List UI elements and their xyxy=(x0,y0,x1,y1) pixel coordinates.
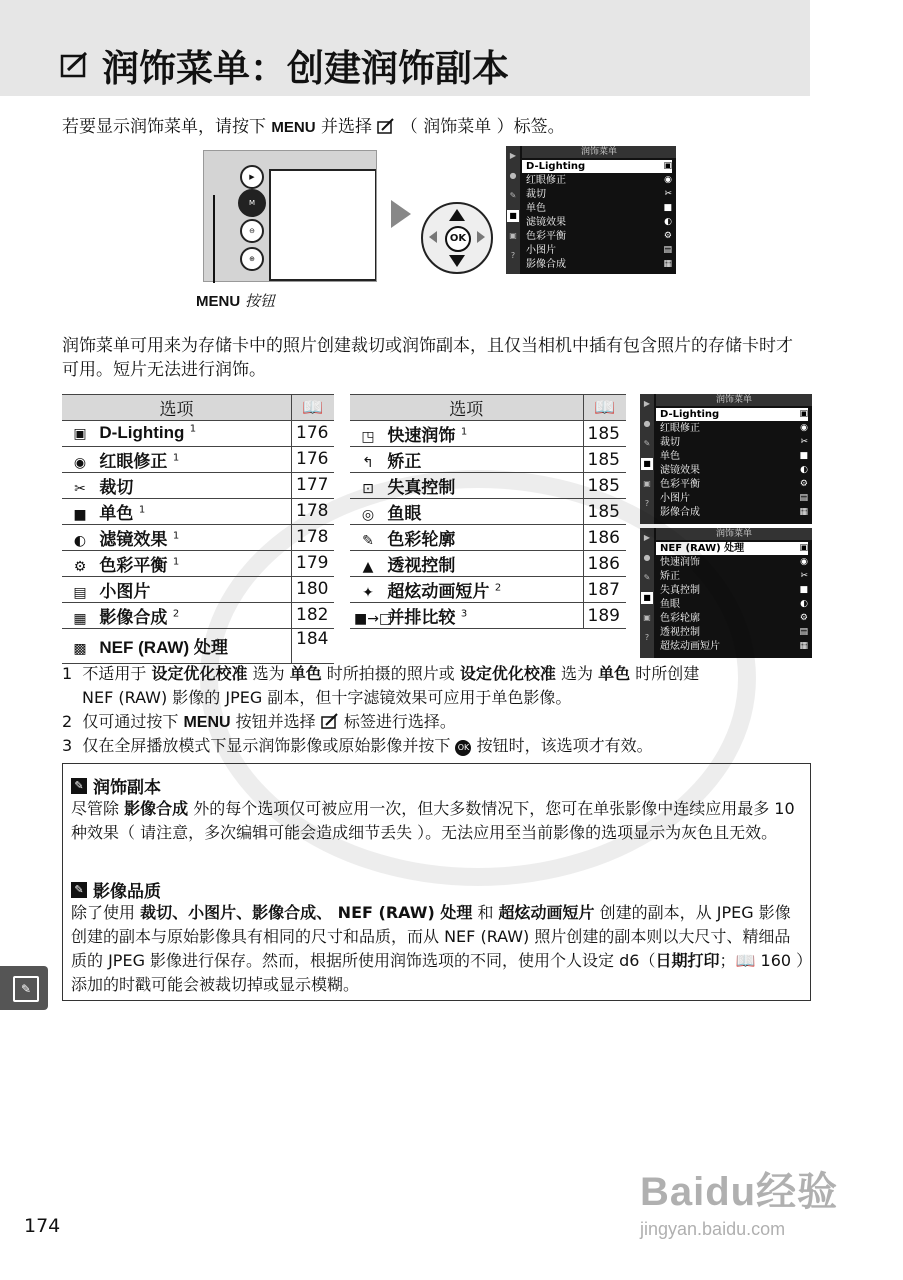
menu-tab-icon: ▣ xyxy=(643,613,651,622)
table-row xyxy=(62,524,334,550)
option-name: ✎ 色彩轮廓 xyxy=(350,525,583,551)
lcd-menu-item: D-Lighting ▣ xyxy=(656,408,808,421)
pencil-note-icon: ✎ xyxy=(71,882,87,898)
page-ref: 189 xyxy=(583,603,626,629)
lcd-menu-item: 滤镜效果 ◐ xyxy=(526,217,672,228)
option-icon: ◳ xyxy=(361,429,375,445)
lcd-item-icon: ◉ xyxy=(664,175,672,185)
note-paragraph-copies: 尽管除 影像合成 外的每个选项仅可被应用一次，但大多数情况下，您可在单张影像中连续应用最多 10 种效果（ 请注意，多次编辑可能会造成细节丢失 ）。无法应用至当前影像的选项显示为灰色且无效。 xyxy=(71,799,795,842)
retouch-icon xyxy=(377,118,395,134)
lcd-item-icon: ▦ xyxy=(663,259,672,269)
description-paragraph: 润饰菜单可用来为存储卡中的照片创建裁切或润饰副本，且仅当相机中插有包含照片的存储卡时才可用。短片无法进行润饰。 xyxy=(62,336,793,380)
table-row xyxy=(62,550,334,576)
option-icon: ■ xyxy=(73,506,87,523)
option-name: ▣ D-Lighting $^1$ xyxy=(62,421,292,447)
lcd-menu-item: 单色 ■ xyxy=(660,451,808,462)
retouch-menu-screen-page2 xyxy=(640,528,812,658)
option-icon: ■→□ xyxy=(354,611,393,627)
menu-button-label: MENU xyxy=(271,119,316,136)
lcd-menu-item: 鱼眼 ◐ xyxy=(660,599,808,610)
menu-tab-icon: ■ xyxy=(507,210,519,222)
lcd-menu-item: 滤镜效果 ◐ xyxy=(660,465,808,476)
intro-text: 若要显示润饰菜单，请按下 MENU 并选择 （ 润饰菜单 ）标签。 xyxy=(62,117,565,137)
table-row xyxy=(62,628,334,663)
option-icon: ▲ xyxy=(362,559,374,575)
lcd-item-icon: ✂ xyxy=(800,437,808,447)
option-name: ◎ 鱼眼 xyxy=(350,499,583,525)
option-name: ↰ 矫正 xyxy=(350,447,583,473)
zoom-out-button-icon: ⊖ xyxy=(240,219,264,243)
menu-tab-icon: ● xyxy=(643,419,651,428)
lcd-item-icon: ◉ xyxy=(800,423,808,433)
lcd-item-icon: ◐ xyxy=(800,465,808,475)
lcd-item-icon: ▤ xyxy=(799,627,808,637)
lcd-item-icon: ⚙ xyxy=(663,231,672,241)
option-name: ✂ 裁切 xyxy=(62,472,292,498)
lcd-menu-item: 裁切 ✂ xyxy=(660,437,808,448)
lcd-item-icon: ▦ xyxy=(799,507,808,517)
lcd-menu-item: 色彩平衡 ⚙ xyxy=(526,231,672,242)
option-name: ✦ 超炫动画短片 $^2$ xyxy=(350,577,583,603)
option-name: ◐ 滤镜效果 $^1$ xyxy=(62,524,292,550)
ok-button-icon: OK xyxy=(445,226,471,252)
option-icon: ▤ xyxy=(73,584,87,601)
lcd-menu-item: 小图片 ▤ xyxy=(660,493,808,504)
page-ref-header-icon: 📖 xyxy=(583,395,626,421)
option-name: ▦ 影像合成 $^2$ xyxy=(62,602,292,628)
lcd-item-icon: ◐ xyxy=(800,599,808,609)
camera-monitor xyxy=(269,169,377,281)
options-table-right xyxy=(350,394,626,629)
menu-tab-icon: ✎ xyxy=(643,573,651,582)
right-arrow-icon xyxy=(477,231,485,243)
zoom-in-button-icon: ⊕ xyxy=(240,247,264,271)
lcd-header: 润饰菜单 xyxy=(522,146,676,158)
menu-tab-icon: ▣ xyxy=(643,479,651,488)
menu-tab-icon: ■ xyxy=(641,592,653,604)
option-icon: ⊡ xyxy=(362,481,374,497)
lcd-menu-item: 影像合成 ▦ xyxy=(526,259,672,270)
footnote-3: 3 仅在全屏播放模式下显示润饰影像或原始影像并按下 OK 按钮时，该选项才有效。 xyxy=(62,736,653,755)
lcd-item-icon: ▤ xyxy=(663,245,672,255)
option-name: ⚙ 色彩平衡 $^1$ xyxy=(62,550,292,576)
option-header: 选项 xyxy=(62,395,292,421)
page-ref-header-icon: 📖 xyxy=(292,395,334,421)
lcd-item-icon: ⚙ xyxy=(799,479,808,489)
lcd-menu-item: 红眼修正 ◉ xyxy=(660,423,808,434)
table-row xyxy=(350,499,626,525)
lcd-item-icon: ◐ xyxy=(664,217,672,227)
menu-button-caption: MENU 按钮 xyxy=(196,292,275,310)
lcd-item-icon: ■ xyxy=(799,585,808,595)
option-name: ▤ 小图片 xyxy=(62,576,292,602)
options-table-left xyxy=(62,394,334,664)
page-ref: 178 xyxy=(292,498,334,524)
option-icon: ▩ xyxy=(73,641,87,657)
page-ref: 185 xyxy=(583,421,626,447)
left-arrow-icon xyxy=(429,231,437,243)
note-heading-quality: ✎ 影像品质 xyxy=(71,877,161,902)
baidu-watermark: Baidu经验 jingyan.baidu.com xyxy=(640,1170,839,1239)
callout-line xyxy=(213,195,215,283)
down-arrow-icon xyxy=(449,255,465,267)
camera-illustration xyxy=(203,150,377,282)
menu-tab-icon: ✎ xyxy=(643,439,651,448)
footnote-1: 1 不适用于 设定优化校准 选为 单色 时所拍摄的照片或 设定优化校准 选为 单色 时所创建 xyxy=(62,664,700,683)
table-row xyxy=(62,576,334,602)
option-icon: ✦ xyxy=(362,585,374,601)
table-row xyxy=(62,602,334,628)
lcd-item-icon: ◉ xyxy=(800,557,808,567)
page-ref: 186 xyxy=(583,551,626,577)
retouch-icon xyxy=(60,50,90,80)
page-ref: 180 xyxy=(292,576,334,602)
lcd-menu-item: 红眼修正 ◉ xyxy=(526,175,672,186)
option-icon: ✂ xyxy=(74,480,86,497)
table-row xyxy=(350,551,626,577)
lcd-item-icon: ■ xyxy=(799,451,808,461)
section-tab xyxy=(0,966,48,1010)
option-icon: ◐ xyxy=(73,532,87,549)
menu-tab-icon: ▶ xyxy=(643,399,651,408)
lcd-menu-item: 小图片 ▤ xyxy=(526,245,672,256)
menu-tab-icon: ✎ xyxy=(509,191,517,200)
menu-tab-icon: ? xyxy=(644,633,650,642)
right-arrow-icon xyxy=(391,200,411,228)
option-name: ◳ 快速润饰 $^1$ xyxy=(350,421,583,447)
menu-tab-icon: ▣ xyxy=(509,231,517,240)
page-ref: 184 xyxy=(292,628,334,663)
menu-button-icon: M xyxy=(238,189,266,217)
page-ref: 182 xyxy=(292,602,334,628)
lcd-item-icon: ▣ xyxy=(663,161,672,171)
option-icon: ◉ xyxy=(73,454,87,471)
page-ref: 185 xyxy=(583,499,626,525)
footnote-2: 2 仅可通过按下 MENU 按钮并选择 标签进行选择。 xyxy=(62,712,456,731)
lcd-menu-item: 影像合成 ▦ xyxy=(660,507,808,518)
lcd-item-icon: ■ xyxy=(663,203,672,213)
page-ref: 187 xyxy=(583,577,626,603)
up-arrow-icon xyxy=(449,209,465,221)
table-row xyxy=(350,603,626,629)
menu-tab-icon: ■ xyxy=(641,458,653,470)
lcd-menu-item: NEF (RAW) 处理 ▣ xyxy=(656,542,808,555)
lcd-header: 润饰菜单 xyxy=(656,394,812,406)
page-number: 174 xyxy=(24,1215,61,1237)
option-header: 选项 xyxy=(350,395,583,421)
table-row xyxy=(62,472,334,498)
lcd-menu-item: 快速润饰 ◉ xyxy=(660,557,808,568)
ok-button-icon: OK xyxy=(455,740,471,756)
table-row xyxy=(350,525,626,551)
multi-selector-dial xyxy=(421,202,493,274)
menu-tab-icon: ? xyxy=(510,251,516,260)
option-name: ■→□ 并排比较 $^3$ xyxy=(350,603,583,629)
option-icon: ↰ xyxy=(362,455,374,471)
pencil-note-icon: ✎ xyxy=(71,778,87,794)
table-row xyxy=(62,421,334,447)
lcd-item-icon: ▤ xyxy=(799,493,808,503)
lcd-menu-item: 色彩平衡 ⚙ xyxy=(660,479,808,490)
note-paragraph-quality: 除了使用 裁切、小图片、影像合成、 NEF (RAW) 处理 和 超炫动画短片 创建的副本，从 JPEG 影像创建的副本与原始影像具有相同的尺寸和品质，而从 NEF (RAW) 照片创建的副本则以大尺寸、精细品质的 JPEG 影像进行保存。然而，根据所使用润饰选项的不同，使用个人设定 d6（日期打印；📖 160 ）添加的时戳可能会被裁切掉或显示模糊。 xyxy=(71,903,805,994)
page-title: 润饰菜单：创建润饰副本 xyxy=(60,38,509,92)
option-icon: ⚙ xyxy=(73,558,87,575)
notes-box xyxy=(62,763,811,1001)
lcd-menu-item: 失真控制 ■ xyxy=(660,585,808,596)
option-icon: ▦ xyxy=(73,610,87,627)
table-row xyxy=(350,473,626,499)
page-ref: 176 xyxy=(292,421,334,447)
footnote-1-line2: NEF (RAW) 影像的 JPEG 副本，但十字滤镜效果可应用于单色影像。 xyxy=(82,688,572,707)
page-ref: 176 xyxy=(292,446,334,472)
option-name: ⊡ 失真控制 xyxy=(350,473,583,499)
lcd-item-icon: ⚙ xyxy=(799,613,808,623)
retouch-menu-screen-page1 xyxy=(640,394,812,524)
lcd-item-icon: ▦ xyxy=(799,641,808,651)
lcd-menu-item: 透视控制 ▤ xyxy=(660,627,808,638)
lcd-menu-item: D-Lighting ▣ xyxy=(522,160,672,173)
option-name: ▩ NEF (RAW) 处理 xyxy=(62,628,292,663)
option-name: ◉ 红眼修正 $^1$ xyxy=(62,446,292,472)
lcd-menu-item: 裁切 ✂ xyxy=(526,189,672,200)
page-ref: 179 xyxy=(292,550,334,576)
page-ref: 178 xyxy=(292,524,334,550)
option-name: ■ 单色 $^1$ xyxy=(62,498,292,524)
retouch-menu-screen xyxy=(506,146,676,274)
lcd-item-icon: ▣ xyxy=(799,543,808,553)
menu-tab-icon: ● xyxy=(643,553,651,562)
page-ref: 185 xyxy=(583,473,626,499)
table-row xyxy=(350,421,626,447)
lcd-menu-item: 单色 ■ xyxy=(526,203,672,214)
page-ref: 185 xyxy=(583,447,626,473)
lcd-item-icon: ▣ xyxy=(799,409,808,419)
playback-button-icon: ▶ xyxy=(240,165,264,189)
option-icon: ✎ xyxy=(362,533,374,549)
lcd-menu-item: 超炫动画短片 ▦ xyxy=(660,641,808,652)
page-ref: 177 xyxy=(292,472,334,498)
lcd-menu-item: 色彩轮廓 ⚙ xyxy=(660,613,808,624)
table-row xyxy=(62,446,334,472)
lcd-header: 润饰菜单 xyxy=(656,528,812,540)
option-name: ▲ 透视控制 xyxy=(350,551,583,577)
table-row xyxy=(350,447,626,473)
table-row xyxy=(62,498,334,524)
retouch-tab-icon: ✎ xyxy=(13,976,39,1002)
table-row xyxy=(350,577,626,603)
lcd-menu-item: 矫正 ✂ xyxy=(660,571,808,582)
option-icon: ▣ xyxy=(73,426,87,443)
menu-tab-icon: ● xyxy=(509,171,517,180)
page-ref: 186 xyxy=(583,525,626,551)
option-icon: ◎ xyxy=(361,507,375,523)
menu-tab-icon: ? xyxy=(644,499,650,508)
menu-tab-icon: ▶ xyxy=(509,151,517,160)
note-heading-copies: ✎ 润饰副本 xyxy=(71,773,161,798)
menu-tab-icon: ▶ xyxy=(643,533,651,542)
retouch-icon xyxy=(321,713,339,729)
lcd-item-icon: ✂ xyxy=(800,571,808,581)
lcd-item-icon: ✂ xyxy=(664,189,672,199)
